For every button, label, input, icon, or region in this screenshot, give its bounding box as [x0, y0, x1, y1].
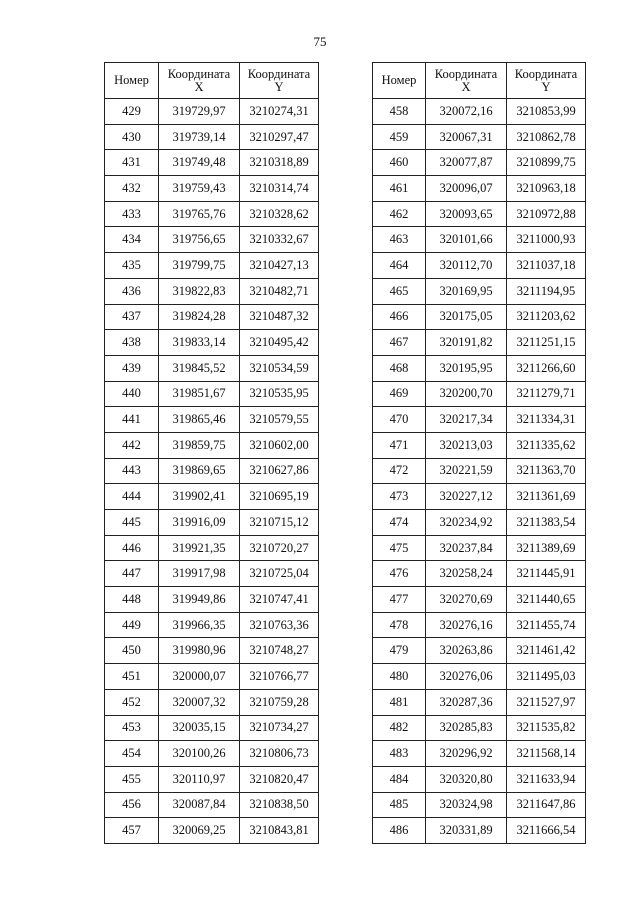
point-number: 438: [105, 330, 159, 356]
point-number: 447: [105, 561, 159, 587]
table-row: [105, 304, 319, 330]
header-y-axis: Y: [274, 79, 284, 94]
coordinate-y: 3210838,50: [240, 792, 319, 818]
coordinate-y: 3211440,65: [507, 587, 586, 613]
coordinate-x: 320110,97: [159, 766, 240, 792]
table-row: [105, 587, 319, 613]
table-row: [105, 664, 319, 690]
point-number: 469: [373, 381, 426, 407]
coordinate-x: 320221,59: [426, 458, 507, 484]
table-row: [373, 330, 586, 356]
coordinate-y: 3210274,31: [240, 99, 319, 125]
coordinate-x: 320227,12: [426, 484, 507, 510]
coordinate-y: 3210725,04: [240, 561, 319, 587]
coordinate-y: 3211037,18: [507, 253, 586, 279]
header-y-label: Координата: [514, 66, 578, 81]
table-row: [373, 432, 586, 458]
coordinate-y: 3211633,94: [507, 766, 586, 792]
coordinate-x: 320287,36: [426, 689, 507, 715]
point-number: 446: [105, 535, 159, 561]
table-row: [373, 587, 586, 613]
coordinate-y: 3210627,86: [240, 458, 319, 484]
coordinate-x: 319916,09: [159, 510, 240, 536]
header-x-label: Координата: [434, 66, 498, 81]
coordinate-x: 320191,82: [426, 330, 507, 356]
point-number: 462: [373, 201, 426, 227]
table-row: [373, 381, 586, 407]
coordinate-y: 3211568,14: [507, 741, 586, 767]
point-number: 435: [105, 253, 159, 279]
point-number: 458: [373, 99, 426, 125]
table-row: [373, 150, 586, 176]
coordinate-x: 319966,35: [159, 612, 240, 638]
coordinate-y: 3210763,36: [240, 612, 319, 638]
coordinate-x: 320072,16: [426, 99, 507, 125]
table-row: [105, 638, 319, 664]
point-number: 448: [105, 587, 159, 613]
coordinate-y: 3210427,13: [240, 253, 319, 279]
coordinate-y: 3211000,93: [507, 227, 586, 253]
table-row: [105, 432, 319, 458]
table-row: [105, 484, 319, 510]
table-row: [373, 355, 586, 381]
table-row: [105, 355, 319, 381]
header-coordinate-x: [426, 63, 507, 99]
point-number: 481: [373, 689, 426, 715]
coordinate-x: 319865,46: [159, 407, 240, 433]
coordinates-table-left: [104, 62, 319, 844]
coordinate-y: 3211461,42: [507, 638, 586, 664]
table-row: [105, 689, 319, 715]
coordinate-y: 3210972,88: [507, 201, 586, 227]
point-number: 434: [105, 227, 159, 253]
coordinate-x: 319822,83: [159, 278, 240, 304]
coordinate-y: 3210747,41: [240, 587, 319, 613]
coordinate-y: 3210853,99: [507, 99, 586, 125]
header-coordinate-y: [507, 63, 586, 99]
point-number: 475: [373, 535, 426, 561]
coordinate-y: 3210535,95: [240, 381, 319, 407]
table-row: [373, 253, 586, 279]
header-coordinate-y: [240, 63, 319, 99]
coordinate-x: 319765,76: [159, 201, 240, 227]
coordinate-y: 3211535,82: [507, 715, 586, 741]
coordinate-y: 3211455,74: [507, 612, 586, 638]
coordinate-x: 319756,65: [159, 227, 240, 253]
coordinate-y: 3210720,27: [240, 535, 319, 561]
point-number: 470: [373, 407, 426, 433]
coordinate-y: 3210715,12: [240, 510, 319, 536]
point-number: 460: [373, 150, 426, 176]
coordinate-x: 320258,24: [426, 561, 507, 587]
table-row: [373, 664, 586, 690]
coordinate-y: 3211266,60: [507, 355, 586, 381]
point-number: 440: [105, 381, 159, 407]
point-number: 468: [373, 355, 426, 381]
point-number: 436: [105, 278, 159, 304]
point-number: 472: [373, 458, 426, 484]
point-number: 474: [373, 510, 426, 536]
table-header-row: [105, 63, 319, 99]
coordinate-x: 320096,07: [426, 176, 507, 202]
point-number: 466: [373, 304, 426, 330]
table-row: [373, 741, 586, 767]
coordinate-y: 3211647,86: [507, 792, 586, 818]
coordinate-y: 3210963,18: [507, 176, 586, 202]
table-row: [105, 253, 319, 279]
coordinate-y: 3210495,42: [240, 330, 319, 356]
table-row: [105, 792, 319, 818]
table-row: [373, 792, 586, 818]
coordinate-x: 319824,28: [159, 304, 240, 330]
point-number: 471: [373, 432, 426, 458]
coordinate-x: 320213,03: [426, 432, 507, 458]
point-number: 459: [373, 124, 426, 150]
table-row: [105, 99, 319, 125]
point-number: 455: [105, 766, 159, 792]
coordinate-x: 319917,98: [159, 561, 240, 587]
coordinate-x: 320237,84: [426, 535, 507, 561]
coordinate-y: 3210748,27: [240, 638, 319, 664]
point-number: 473: [373, 484, 426, 510]
coordinate-y: 3210734,27: [240, 715, 319, 741]
point-number: 454: [105, 741, 159, 767]
table-row: [105, 124, 319, 150]
table-row: [105, 715, 319, 741]
point-number: 476: [373, 561, 426, 587]
coordinate-x: 319759,43: [159, 176, 240, 202]
table-row: [373, 715, 586, 741]
header-y-axis: Y: [541, 79, 551, 94]
point-number: 441: [105, 407, 159, 433]
point-number: 437: [105, 304, 159, 330]
header-y-label: Координата: [247, 66, 311, 81]
coordinate-y: 3211251,15: [507, 330, 586, 356]
table-row: [105, 818, 319, 844]
coordinate-y: 3211335,62: [507, 432, 586, 458]
point-number: 430: [105, 124, 159, 150]
point-number: 433: [105, 201, 159, 227]
coordinate-y: 3210759,28: [240, 689, 319, 715]
coordinate-y: 3210806,73: [240, 741, 319, 767]
point-number: 445: [105, 510, 159, 536]
coordinate-x: 319902,41: [159, 484, 240, 510]
coordinate-x: 320000,07: [159, 664, 240, 690]
coordinate-x: 320087,84: [159, 792, 240, 818]
coordinate-y: 3210820,47: [240, 766, 319, 792]
point-number: 432: [105, 176, 159, 202]
table-row: [373, 99, 586, 125]
coordinate-x: 320234,92: [426, 510, 507, 536]
point-number: 429: [105, 99, 159, 125]
point-number: 485: [373, 792, 426, 818]
coordinate-x: 320067,31: [426, 124, 507, 150]
coordinate-y: 3210695,19: [240, 484, 319, 510]
point-number: 484: [373, 766, 426, 792]
coordinate-x: 320263,86: [426, 638, 507, 664]
coordinate-x: 319749,48: [159, 150, 240, 176]
coordinate-x: 319980,96: [159, 638, 240, 664]
coordinate-y: 3210482,71: [240, 278, 319, 304]
table-row: [373, 818, 586, 844]
coordinate-y: 3211527,97: [507, 689, 586, 715]
coordinate-x: 320296,92: [426, 741, 507, 767]
point-number: 477: [373, 587, 426, 613]
coordinate-x: 319833,14: [159, 330, 240, 356]
coordinate-x: 319845,52: [159, 355, 240, 381]
coordinate-y: 3211363,70: [507, 458, 586, 484]
coordinate-x: 320331,89: [426, 818, 507, 844]
coordinate-y: 3211361,69: [507, 484, 586, 510]
table-row: [373, 458, 586, 484]
point-number: 452: [105, 689, 159, 715]
header-x-label: Координата: [167, 66, 231, 81]
coordinate-y: 3211495,03: [507, 664, 586, 690]
coordinate-y: 3210534,59: [240, 355, 319, 381]
point-number: 486: [373, 818, 426, 844]
coordinate-x: 319799,75: [159, 253, 240, 279]
table-row: [373, 510, 586, 536]
table-row: [105, 150, 319, 176]
coordinate-x: 320195,95: [426, 355, 507, 381]
point-number: 449: [105, 612, 159, 638]
coordinate-x: 320276,16: [426, 612, 507, 638]
table-row: [105, 407, 319, 433]
table-row: [105, 201, 319, 227]
coordinate-x: 320077,87: [426, 150, 507, 176]
coordinate-x: 320200,70: [426, 381, 507, 407]
coordinate-x: 320100,26: [159, 741, 240, 767]
coordinate-x: 320007,32: [159, 689, 240, 715]
coordinate-y: 3210487,32: [240, 304, 319, 330]
point-number: 439: [105, 355, 159, 381]
table-row: [105, 741, 319, 767]
point-number: 456: [105, 792, 159, 818]
coordinate-y: 3211383,54: [507, 510, 586, 536]
coordinate-y: 3211389,69: [507, 535, 586, 561]
table-row: [105, 381, 319, 407]
point-number: 480: [373, 664, 426, 690]
table-row: [373, 304, 586, 330]
table-row: [373, 535, 586, 561]
table-row: [373, 278, 586, 304]
coordinate-x: 320217,34: [426, 407, 507, 433]
header-x-axis: X: [461, 79, 471, 94]
coordinate-x: 320093,65: [426, 201, 507, 227]
coordinate-y: 3211194,95: [507, 278, 586, 304]
table-body: [105, 99, 319, 844]
table-body: [373, 99, 586, 844]
coordinate-y: 3210766,77: [240, 664, 319, 690]
coordinate-x: 320276,06: [426, 664, 507, 690]
header-number: Номер: [105, 63, 159, 99]
coordinate-y: 3210899,75: [507, 150, 586, 176]
coordinate-x: 319851,67: [159, 381, 240, 407]
point-number: 461: [373, 176, 426, 202]
coordinate-y: 3210579,55: [240, 407, 319, 433]
table-row: [105, 535, 319, 561]
coordinate-y: 3211666,54: [507, 818, 586, 844]
coordinate-x: 320175,05: [426, 304, 507, 330]
coordinate-x: 320101,66: [426, 227, 507, 253]
header-number: Номер: [373, 63, 426, 99]
table-row: [105, 278, 319, 304]
header-x-axis: X: [194, 79, 204, 94]
table-row: [373, 201, 586, 227]
point-number: 442: [105, 432, 159, 458]
point-number: 483: [373, 741, 426, 767]
table-row: [105, 510, 319, 536]
point-number: 457: [105, 818, 159, 844]
point-number: 443: [105, 458, 159, 484]
coordinate-y: 3210318,89: [240, 150, 319, 176]
coordinate-x: 320270,69: [426, 587, 507, 613]
coordinate-y: 3210328,62: [240, 201, 319, 227]
coordinate-x: 320320,80: [426, 766, 507, 792]
coordinate-x: 320069,25: [159, 818, 240, 844]
table-row: [373, 561, 586, 587]
table-row: [373, 612, 586, 638]
coordinate-y: 3211279,71: [507, 381, 586, 407]
table-row: [373, 766, 586, 792]
coordinate-x: 319859,75: [159, 432, 240, 458]
point-number: 482: [373, 715, 426, 741]
table-row: [105, 227, 319, 253]
coordinate-x: 320285,83: [426, 715, 507, 741]
coordinate-y: 3210862,78: [507, 124, 586, 150]
point-number: 463: [373, 227, 426, 253]
table-row: [105, 330, 319, 356]
coordinate-y: 3210314,74: [240, 176, 319, 202]
coordinate-y: 3211203,62: [507, 304, 586, 330]
header-coordinate-x: [159, 63, 240, 99]
point-number: 444: [105, 484, 159, 510]
table-row: [105, 612, 319, 638]
coordinate-x: 319739,14: [159, 124, 240, 150]
point-number: 453: [105, 715, 159, 741]
table-header-row: [373, 63, 586, 99]
point-number: 479: [373, 638, 426, 664]
coordinate-x: 320169,95: [426, 278, 507, 304]
coordinate-x: 320324,98: [426, 792, 507, 818]
coordinate-x: 320035,15: [159, 715, 240, 741]
point-number: 450: [105, 638, 159, 664]
table-row: [105, 561, 319, 587]
table-row: [373, 689, 586, 715]
coordinate-x: 319921,35: [159, 535, 240, 561]
coordinate-x: 319729,97: [159, 99, 240, 125]
point-number: 451: [105, 664, 159, 690]
table-row: [105, 176, 319, 202]
point-number: 464: [373, 253, 426, 279]
table-row: [373, 484, 586, 510]
coordinate-y: 3210297,47: [240, 124, 319, 150]
table-row: [373, 638, 586, 664]
point-number: 465: [373, 278, 426, 304]
table-row: [373, 124, 586, 150]
coordinate-x: 320112,70: [426, 253, 507, 279]
table-row: [105, 766, 319, 792]
point-number: 478: [373, 612, 426, 638]
table-row: [373, 227, 586, 253]
table-row: [373, 407, 586, 433]
page-number: 75: [313, 34, 327, 49]
point-number: 431: [105, 150, 159, 176]
coordinate-x: 319869,65: [159, 458, 240, 484]
coordinate-y: 3210602,00: [240, 432, 319, 458]
coordinate-x: 319949,86: [159, 587, 240, 613]
table-row: [105, 458, 319, 484]
coordinate-y: 3210843,81: [240, 818, 319, 844]
table-row: [373, 176, 586, 202]
coordinates-table-right: [372, 62, 586, 844]
coordinate-y: 3211445,91: [507, 561, 586, 587]
point-number: 467: [373, 330, 426, 356]
coordinate-y: 3210332,67: [240, 227, 319, 253]
coordinate-y: 3211334,31: [507, 407, 586, 433]
